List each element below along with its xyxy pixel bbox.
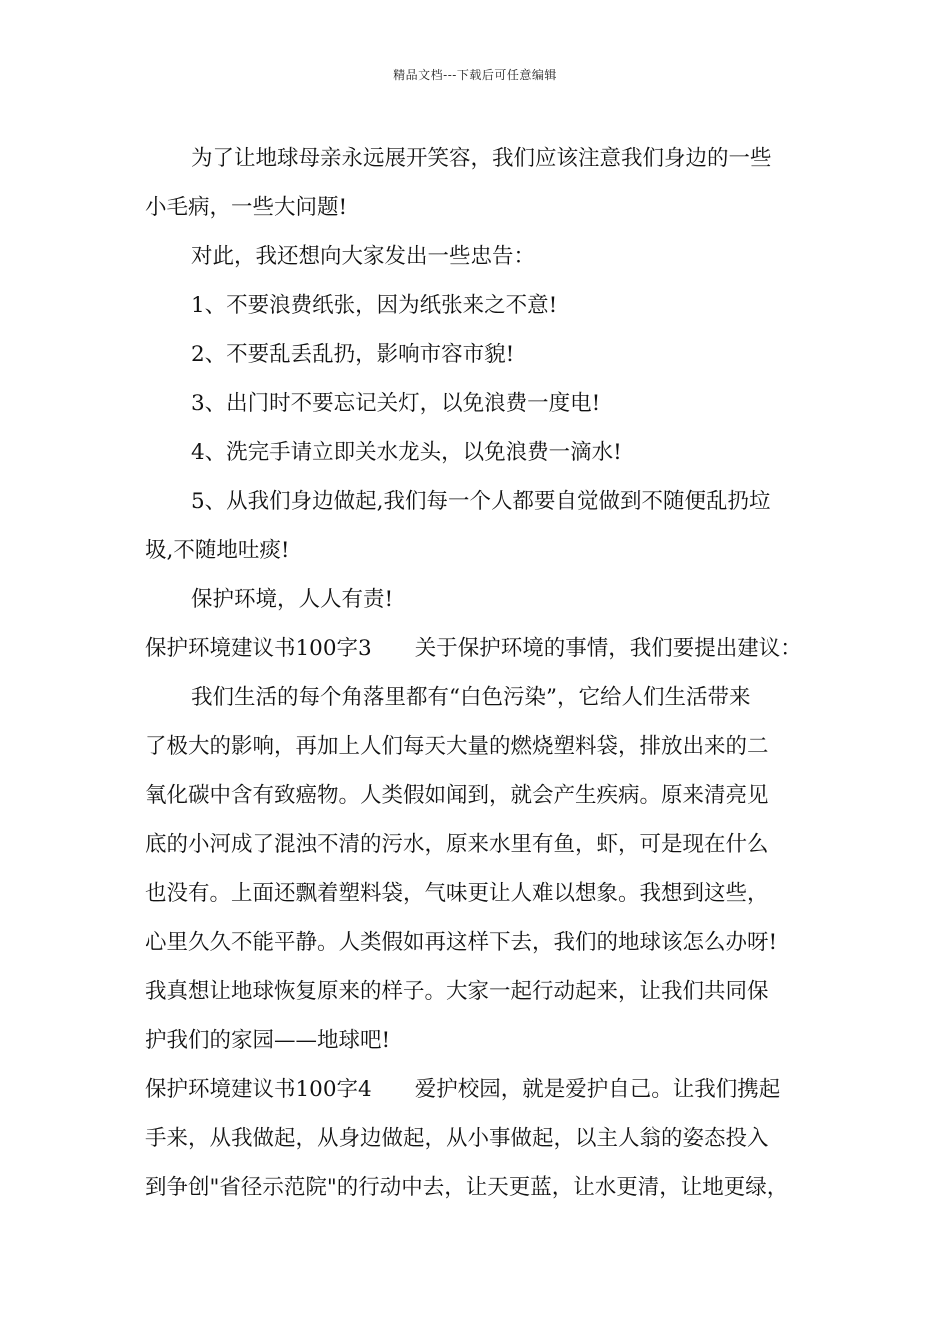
text-line: 为了让地球母亲永远展开笑容，我们应该注意我们身边的一些 (191, 146, 772, 171)
text-line: 护我们的家园——地球吧! (145, 1028, 391, 1053)
text-line: 氧化碳中含有致癌物。人类假如闻到，就会产生疾病。原来清亮见 (145, 783, 769, 808)
text-line: 我们生活的每个角落里都有“白色污染”，它给人们生活带来 (191, 685, 751, 710)
text-line: 底的小河成了混浊不清的污水，原来水里有鱼，虾，可是现在什么 (145, 832, 769, 857)
list-item: 4、洗完手请立即关水龙头，以免浪费一滴水! (191, 440, 622, 465)
text-line: 手来，从我做起，从身边做起，从小事做起，以主人翁的姿态投入 (145, 1126, 769, 1151)
section-heading-line: 保护环境建议书100字3 关于保护环境的事情，我们要提出建议： (145, 636, 802, 661)
list-item: 5、从我们身边做起,我们每一个人都要自觉做到不随便乱扔垃 (191, 489, 771, 514)
text-line: 保护环境，人人有责! (191, 587, 394, 612)
list-item: 3、出门时不要忘记关灯，以免浪费一度电! (191, 391, 601, 416)
list-item: 2、不要乱丢乱扔，影响市容市貌! (191, 342, 515, 367)
text-line: 了极大的影响，再加上人们每天大量的燃烧塑料袋，排放出来的二 (145, 734, 769, 759)
text-line: 圾,不随地吐痰! (145, 538, 290, 563)
text-line: 也没有。上面还飘着塑料袋，气味更让人难以想象。我想到这些， (145, 881, 769, 906)
text-line: 小毛病，一些大问题! (145, 195, 348, 220)
text-line: 我真想让地球恢复原来的样子。大家一起行动起来，让我们共同保 (145, 979, 769, 1004)
document-body (145, 134, 825, 1212)
page-header: 精品文档---下载后可任意编辑 (393, 68, 557, 82)
section-heading-line: 保护环境建议书100字4 爱护校园，就是爱护自己。让我们携起 (145, 1077, 781, 1102)
text-line: 对此，我还想向大家发出一些忠告： (191, 244, 536, 269)
text-line: 到争创"省径示范院"的行动中去，让天更蓝，让水更清，让地更绿， (145, 1175, 789, 1200)
list-item: 1、不要浪费纸张，因为纸张来之不意! (191, 293, 558, 318)
text-line: 心里久久不能平静。人类假如再这样下去，我们的地球该怎么办呀! (145, 930, 778, 955)
